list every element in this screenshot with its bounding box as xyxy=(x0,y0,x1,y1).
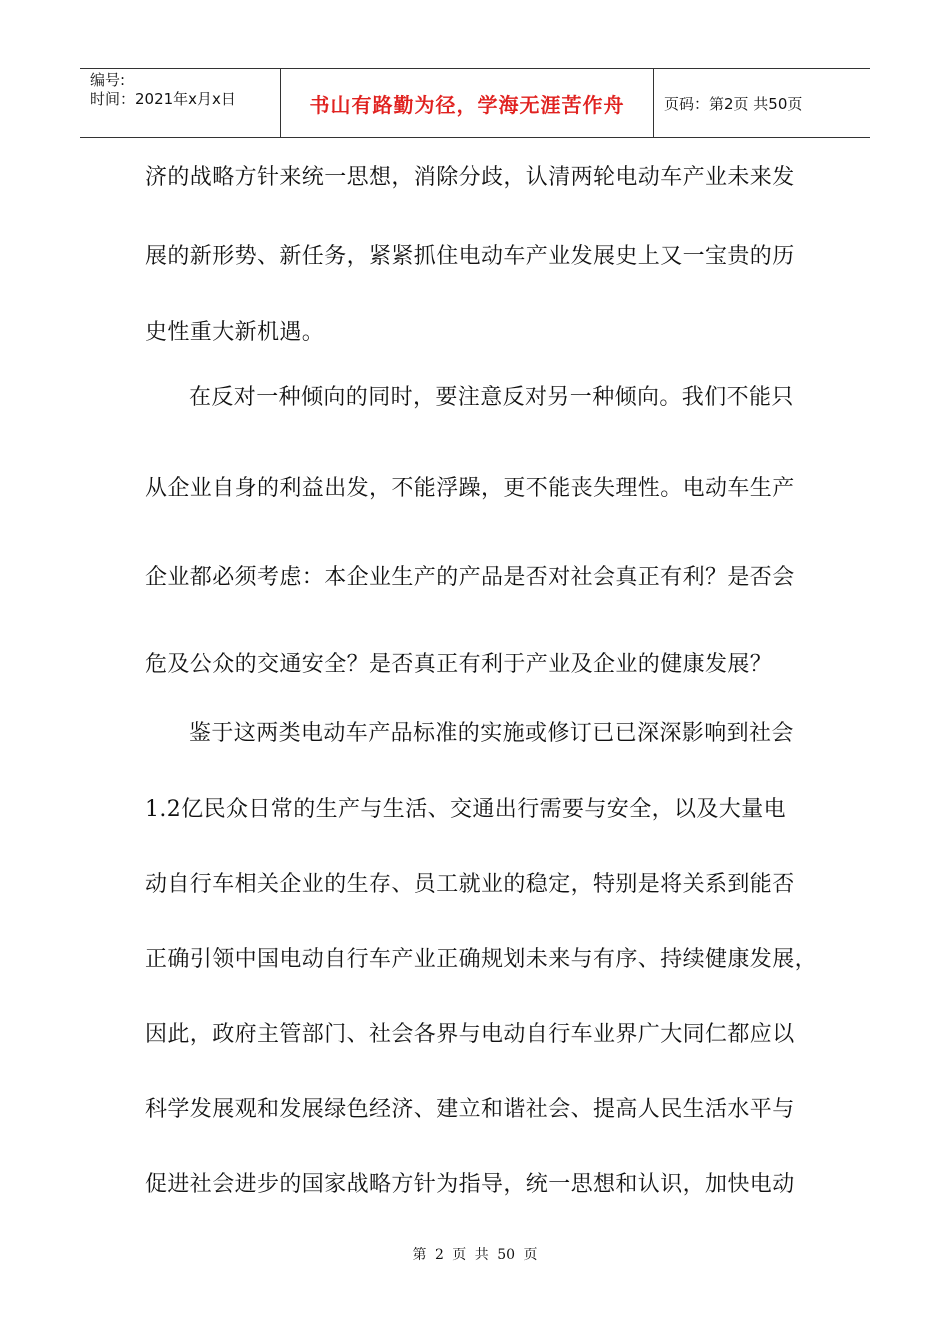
page-footer: 第 2 页 共 50 页 xyxy=(412,1247,538,1263)
text-line: 济的战略方针来统一思想，消除分歧，认清两轮电动车产业未来发 xyxy=(145,165,795,190)
text-line: 因此，政府主管部门、社会各界与电动自行车业界广大同仁都应以 xyxy=(145,1022,795,1047)
text-line: 鉴于这两类电动车产品标准的实施或修订已已深深影响到社会 xyxy=(189,721,794,746)
text-line: 危及公众的交通安全？是否真正有利于产业及企业的健康发展？ xyxy=(145,652,773,677)
text-line: 科学发展观和发展绿色经济、建立和谐社会、提高人民生活水平与 xyxy=(145,1097,795,1122)
header-motto-cell xyxy=(281,69,654,137)
text-line: 史性重大新机遇。 xyxy=(145,320,325,345)
header-meta xyxy=(80,69,281,137)
text-line: 动自行车相关企业的生存、员工就业的稳定，特别是将关系到能否 xyxy=(145,872,795,897)
number-label: 编号: xyxy=(90,71,126,89)
time-label: 时间：2021年x月x日 xyxy=(90,90,236,108)
header-motto: 书山有路勤为径，学海无涯苦作舟 xyxy=(309,92,625,117)
text-line: 1.2亿民众日常的生产与生活、交通出行需要与安全，以及大量电 xyxy=(145,797,786,822)
text-line: 从企业自身的利益出发，不能浮躁，更不能丧失理性。电动车生产 xyxy=(145,476,795,501)
text-line: 在反对一种倾向的同时，要注意反对另一种倾向。我们不能只 xyxy=(189,385,794,410)
page-header xyxy=(80,68,870,138)
text-line: 促进社会进步的国家战略方针为指导，统一思想和认识，加快电动 xyxy=(145,1172,795,1197)
text-line: 正确引领中国电动自行车产业正确规划未来与有序、持续健康发展， xyxy=(145,947,818,972)
text-line: 企业都必须考虑：本企业生产的产品是否对社会真正有利？是否会 xyxy=(145,565,795,590)
header-page-info: 页码：第2页 共50页 xyxy=(664,94,803,113)
text-line: 展的新形势、新任务，紧紧抓住电动车产业发展史上又一宝贵的历 xyxy=(145,244,795,269)
